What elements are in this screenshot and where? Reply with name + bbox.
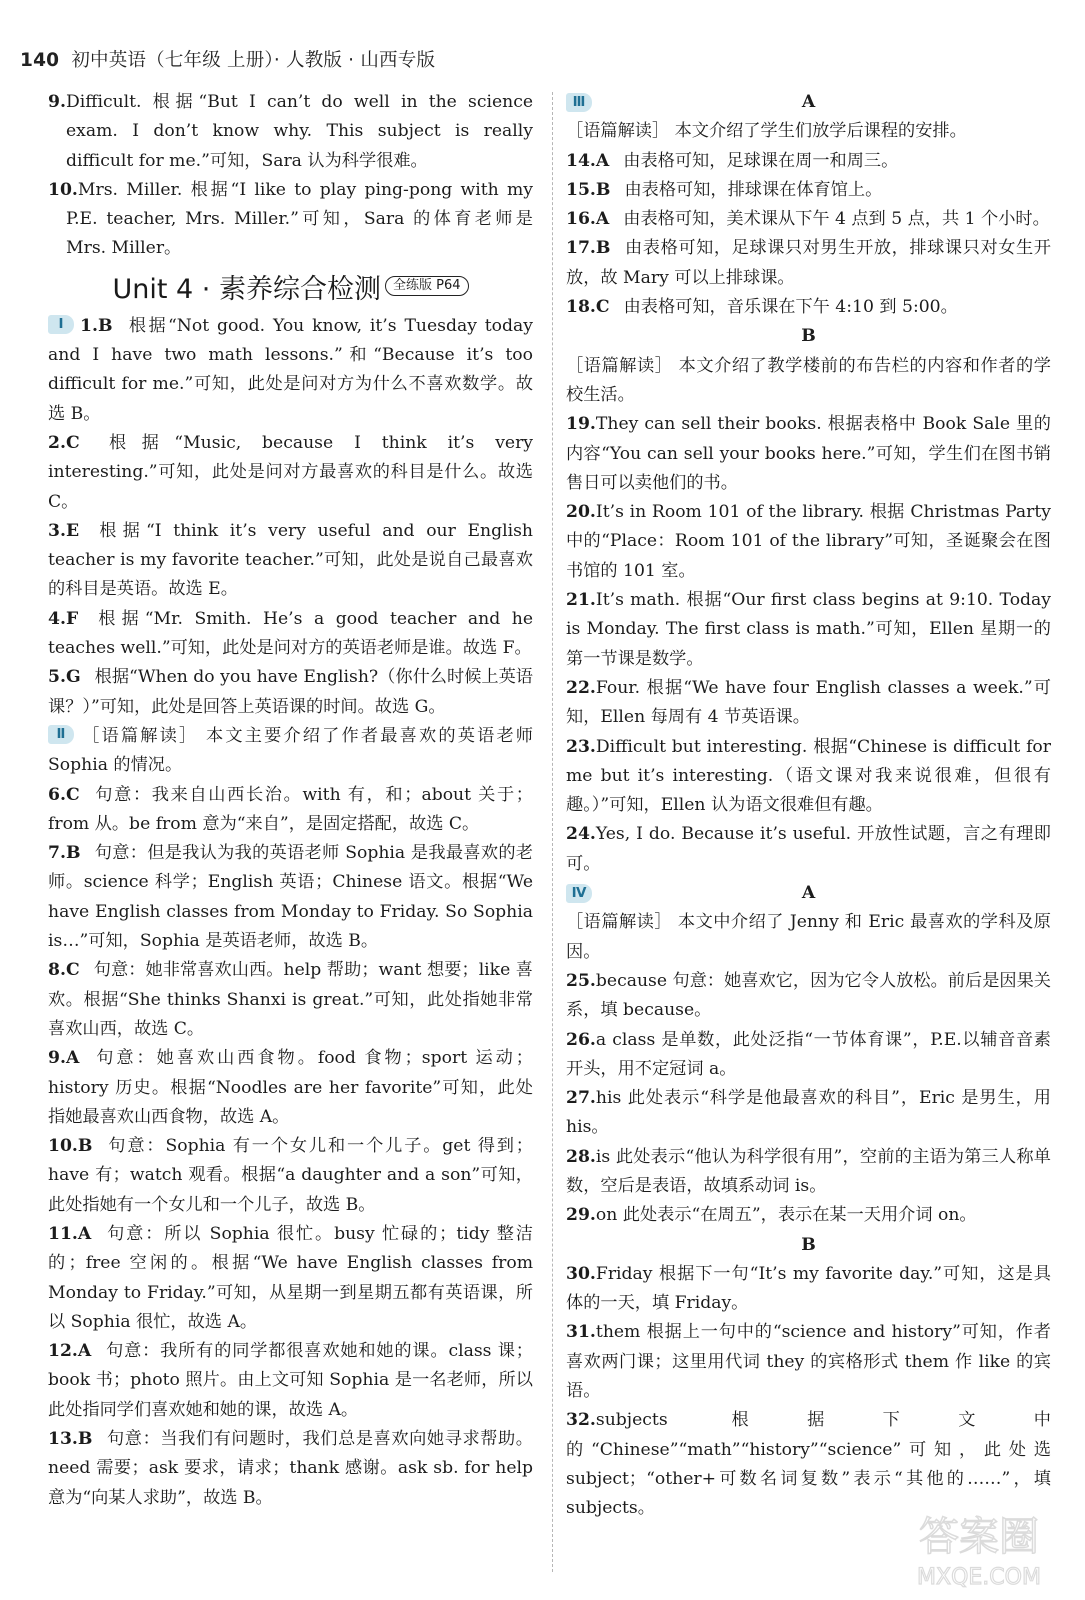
answer-item: 15.B 由表格可知，排球课在体育馆上。 xyxy=(566,179,883,200)
edition-tag: 全练版 P64 xyxy=(385,276,469,296)
answer-item: 24.Yes, I do. Because it’s useful. 开放性试题，言之有理即可。 xyxy=(566,824,1051,874)
right-column xyxy=(566,88,1051,1524)
unit-title: Unit 4 · 素养综合检测 全练版 P64 xyxy=(48,270,533,310)
answer-item: Ⅰ 1.B 根据“Not good. You know, it’s Tuesday today and I have two math lessons.”和“Because it’s too difficult for me.”可知，此处是问对方为什么不喜欢数学。故选 B。 xyxy=(48,315,533,424)
answer-item: 10.B 句意：Sophia 有一个女儿和一个儿子。get 得到；have 有；watch 观看。根据“a daughter and a son”可知，此处指她有一个女儿和一个儿子，故选 B。 xyxy=(48,1136,533,1215)
answer-item: 9.A 句意：她喜欢山西食物。food 食物；sport 运动；history 历史。根据“Noodles are her favorite”可知，此处指她最喜欢山西食物，故选 A。 xyxy=(48,1048,533,1127)
left-column xyxy=(48,88,533,1513)
answer-item: 5.G 根据“When do you have English?（你什么时候上英语课？）”可知，此处是回答上英语课的时间。故选 G。 xyxy=(48,667,533,717)
part-heading: Ⅲ A xyxy=(566,88,1051,117)
section-badge: Ⅱ xyxy=(48,725,74,744)
answer-item: 3.E 根据“I think it’s very useful and our English teacher is my favorite teacher.”可知，此处是说自己最喜欢的科目是英语。故选 E。 xyxy=(48,520,533,600)
answer-item: 12.A 句意：我所有的同学都很喜欢她和她的课。class 课；book 书；photo 照片。由上文可知 Sophia 是一名老师，所以此处指同学们喜欢她和她的课，故选 A。 xyxy=(48,1341,533,1420)
page-header xyxy=(20,46,435,72)
answer-item: 29.on 此处表示“在周五”，表示在某一天用介词 on。 xyxy=(566,1205,977,1226)
passage-intro: Ⅱ ［语篇解读］ 本文主要介绍了作者最喜欢的英语老师 Sophia 的情况。 xyxy=(48,725,533,776)
part-heading: Ⅳ A xyxy=(566,879,1051,908)
answer-item: 7.B 句意：但是我认为我的英语老师 Sophia 是我最喜欢的老师。science 科学；English 英语；Chinese 语文。根据“We have English classes from Monday to Friday. So Sophia is…”可知，Sophia 是英语老师，故选 B。 xyxy=(48,843,533,952)
answer-item: 26.a class 是单数，此处泛指“一节体育课”，P.E.以辅音音素开头，用不定冠词 a。 xyxy=(566,1029,1051,1079)
watermark-logo xyxy=(889,1500,1069,1592)
answer-item: 17.B 由表格可知，足球课只对男生开放，排球课只对女生开放，故 Mary 可以上排球课。 xyxy=(566,238,1051,288)
section-badge: Ⅲ xyxy=(566,93,592,112)
answer-item: 23.Difficult but interesting. 根据“Chinese is difficult for me but it’s interesting.（语文课对我来说很难，但很有趣。）”可知，Ellen 认为语文很难但有趣。 xyxy=(566,736,1051,816)
answer-item: 27.his 此处表示“科学是他最喜欢的科目”，Eric 是男生，用 his。 xyxy=(566,1088,1051,1138)
answer-item: 22.Four. 根据“We have four English classes a week.”可知，Ellen 每周有 4 节英语课。 xyxy=(566,677,1051,728)
passage-intro: ［语篇解读］ 本文介绍了学生们放学后课程的安排。 xyxy=(566,121,967,142)
part-heading: B xyxy=(801,326,816,347)
passage-intro: ［语篇解读］ 本文中介绍了 Jenny 和 Eric 最喜欢的学科及原因。 xyxy=(566,912,1051,962)
answer-item: 21.It’s math. 根据“Our first class begins at 9:10. Today is Monday. The first class is math.”可知，Ellen 星期一的第一节课是数学。 xyxy=(566,590,1051,669)
answer-item: 13.B 句意：当我们有问题时，我们总是喜欢向她寻求帮助。need 需要；ask 要求，请求；thank 感谢。ask sb. for help 意为“向某人求助”，故选 B。 xyxy=(48,1429,533,1508)
book-title: 初中英语（七年级 上册）· 人教版 · 山西专版 xyxy=(71,50,436,71)
svg-text:答案圈: 答案圈 xyxy=(919,1514,1039,1560)
answer-item: 19.They can sell their books. 根据表格中 Book Sale 里的内容“You can sell your books here.”可知，学生们在图书销售日可以卖他们的书。 xyxy=(566,414,1051,493)
answer-item: 20.It’s in Room 101 of the library. 根据 Christmas Party 中的“Place：Room 101 of the library”可知，圣诞聚会在图书馆的 101 室。 xyxy=(566,502,1051,581)
column-divider xyxy=(552,92,553,1572)
answer-item: 11.A 句意：所以 Sophia 很忙。busy 忙碌的；tidy 整洁的；free 空闲的。根据“We have English classes from Monday to Friday.”可知，从星期一到星期五都有英语课，所以 Sophia 很忙，故选 A。 xyxy=(48,1223,533,1332)
part-heading: B xyxy=(801,1234,816,1255)
answer-item: 16.A 由表格可知，美术课从下午 4 点到 5 点，共 1 个小时。 xyxy=(566,209,1050,230)
section-badge: Ⅰ xyxy=(48,315,74,334)
answer-item: 28.is 此处表示“他认为科学很有用”，空前的主语为第三人称单数，空后是表语，故填系动词 is。 xyxy=(566,1146,1051,1196)
answer-item: 32.subjects 根据下文中的“Chinese”“math”“history”“science”可知，此处选 subject；“other+可数名词复数”表示“其他的……”，填 subjects。 xyxy=(566,1410,1051,1519)
answer-item: 2.C 根据“Music, because I think it’s very interesting.”可知，此处是问对方最喜欢的科目是什么。故选 C。 xyxy=(48,432,533,512)
passage-intro: ［语篇解读］ 本文介绍了教学楼前的布告栏的内容和作者的学校生活。 xyxy=(566,355,1051,405)
answer-item: 18.C 由表格可知，音乐课在下午 4:10 到 5:00。 xyxy=(566,297,958,318)
answer-item: 10.Mrs. Miller. 根据“I like to play ping-pong with my P.E. teacher, Mrs. Miller.”可知，Sara 的体育老师是 Mrs. Miller。 xyxy=(48,179,533,259)
svg-text:MXQE.COM: MXQE.COM xyxy=(917,1565,1041,1590)
answer-item: 9.Difficult. 根据“But I can’t do well in the science exam. I don’t know why. This subject is really difficult for me.”可知，Sara 认为科学很难。 xyxy=(48,92,533,171)
answer-item: 6.C 句意：我来自山西长治。with 有，和；about 关于；from 从。be from 意为“来自”，是固定搭配，故选 C。 xyxy=(48,784,533,834)
answer-item: 4.F 根据“Mr. Smith. He’s a good teacher and he teaches well.”可知，此处是问对方的英语老师是谁。故选 F。 xyxy=(48,608,533,659)
answer-item: 14.A 由表格可知，足球课在周一和周三。 xyxy=(566,150,899,171)
answer-item: 8.C 句意：她非常喜欢山西。help 帮助；want 想要；like 喜欢。根据“She thinks Shanxi is great.”可知，此处指她非常喜欢山西，故选 C。 xyxy=(48,960,533,1039)
answer-item: 30.Friday 根据下一句“It’s my favorite day.”可知，这是具体的一天，填 Friday。 xyxy=(566,1263,1051,1314)
page-number: 140 xyxy=(20,50,60,71)
section-badge: Ⅳ xyxy=(566,884,592,903)
answer-item: 25.because 句意：她喜欢它，因为它令人放松。前后是因果关系，填 because。 xyxy=(566,970,1051,1021)
answer-item: 31.them 根据上一句中的“science and history”可知，作者喜欢两门课；这里用代词 they 的宾格形式 them 作 like 的宾语。 xyxy=(566,1322,1051,1402)
